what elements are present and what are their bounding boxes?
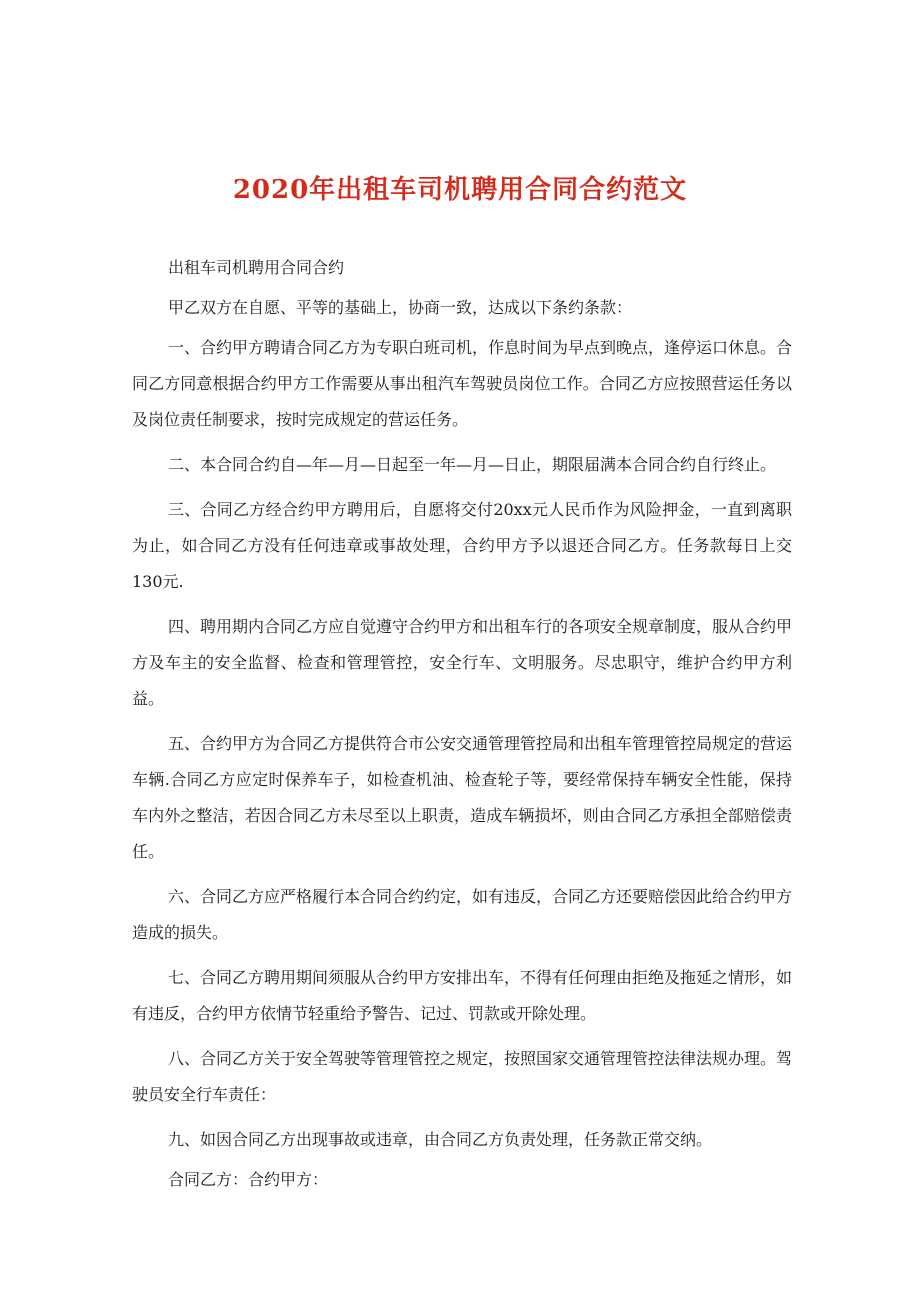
- clause-6: 六、合同乙方应严格履行本合同合约约定，如有违反，合同乙方还要赔偿因此给合约甲方造成的损失。: [132, 887, 793, 942]
- clause-4: 四、聘用期内合同乙方应自觉遵守合约甲方和出租车行的各项安全规章制度，服从合约甲方及车主的安全监督、检查和管理管控，安全行车、文明服务。尽忠职守，维护合约甲方利益。: [132, 617, 793, 708]
- signature-line: 合同乙方：合约甲方：: [168, 1170, 329, 1189]
- clause-1: 一、合约甲方聘请合同乙方为专职白班司机，作息时间为早点到晚点，逢停运口休息。合同乙方同意根据合约甲方工作需要从事出租汽车驾驶员岗位工作。合同乙方应按照营运任务以及岗位责任制要求，按时完成规定的营运任务。: [132, 338, 793, 429]
- contract-subtitle: 出租车司机聘用合同合约: [168, 258, 345, 277]
- clause-7: 七、合同乙方聘用期间须服从合约甲方安排出车，不得有任何理由拒绝及拖延之情形，如有违反，合约甲方依情节轻重给予警告、记过、罚款或开除处理。: [132, 968, 793, 1023]
- document-body: [132, 250, 792, 1202]
- clause-3: 三、合同乙方经合约甲方聘用后，自愿将交付20xx元人民币作为风险押金，一直到离职为止，如合同乙方没有任何违章或事故处理，合约甲方予以退还合同乙方。任务款每日上交130元.: [132, 500, 792, 591]
- clause-9: 九、如因合同乙方出现事故或违章，由合同乙方负责处理，任务款正常交纳。: [168, 1130, 713, 1149]
- clause-2: 二、本合同合约自—年—月—日起至一年—月—日止，期限届满本合同合约自行终止。: [168, 455, 777, 474]
- clause-8: 八、合同乙方关于安全驾驶等管理管控之规定，按照国家交通管理管控法律法规办理。驾驶员安全行车责任：: [132, 1049, 793, 1104]
- document-title: 2020年出租车司机聘用合同合约范文: [232, 175, 688, 205]
- contract-intro: 甲乙双方在自愿、平等的基础上，协商一致，达成以下条约条款：: [168, 298, 633, 317]
- clause-5: 五、合约甲方为合同乙方提供符合市公安交通管理管控局和出租车管理管控局规定的营运车辆.合同乙方应定时保养车子，如检查机油、检查轮子等，要经常保持车辆安全性能，保持车内外之整洁，若因合同乙方未尽至以上职责，造成车辆损坏，则由合同乙方承担全部赔偿责任。: [132, 734, 793, 861]
